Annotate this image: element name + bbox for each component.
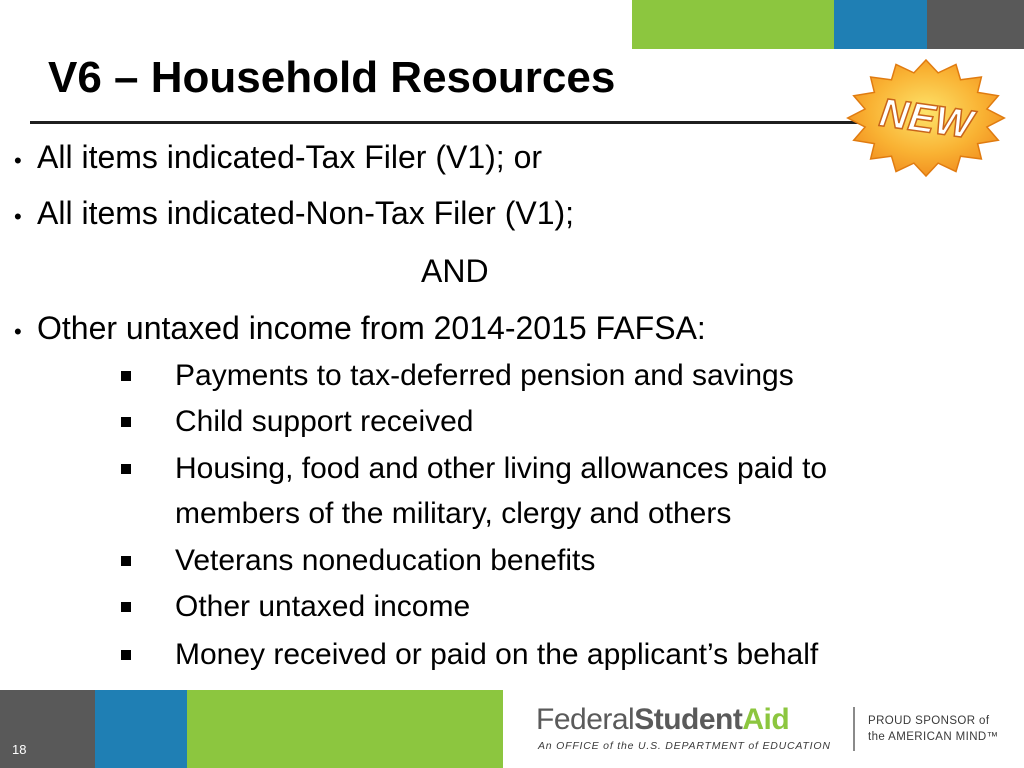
top-color-blocks bbox=[632, 0, 1024, 49]
and-connector: AND bbox=[421, 253, 489, 289]
bullet-dot: • bbox=[14, 319, 22, 344]
sub-item-other-untaxed: Other untaxed income bbox=[175, 590, 471, 623]
sub-item-pension: Payments to tax-deferred pension and savings bbox=[175, 359, 794, 392]
sub-item-money-received: Money received or paid on the applicant’s behalf bbox=[175, 638, 819, 671]
square-bullet bbox=[121, 556, 131, 566]
top-block-blue bbox=[834, 0, 927, 49]
logo-student: Student bbox=[634, 703, 743, 736]
footer-block-blue bbox=[95, 690, 187, 768]
new-badge-icon bbox=[842, 58, 1010, 178]
sponsor-text bbox=[868, 713, 999, 745]
bullet-dot: • bbox=[14, 204, 22, 229]
top-block-gray bbox=[927, 0, 1024, 49]
square-bullet bbox=[121, 602, 131, 612]
logo-federal: Federal bbox=[536, 703, 635, 736]
federal-student-aid-logo bbox=[536, 703, 789, 737]
square-bullet bbox=[121, 417, 131, 427]
square-bullet bbox=[121, 650, 131, 660]
sponsor-line-2: the AMERICAN MIND™ bbox=[868, 731, 999, 743]
sub-item-housing-line1: Housing, food and other living allowances paid to bbox=[175, 452, 828, 485]
top-block-green bbox=[632, 0, 834, 49]
square-bullet bbox=[121, 371, 131, 381]
new-badge-text: NEW bbox=[876, 90, 976, 148]
page-number: 18 bbox=[12, 742, 27, 757]
title-underline bbox=[30, 121, 875, 124]
logo-subtitle: An OFFICE of the U.S. DEPARTMENT of EDUCATION bbox=[538, 740, 831, 752]
logo-aid: Aid bbox=[742, 703, 790, 736]
sponsor-line-1: PROUD SPONSOR of bbox=[868, 715, 990, 727]
bullet-tax-filer: All items indicated-Tax Filer (V1); or bbox=[37, 139, 543, 175]
bullet-dot: • bbox=[14, 148, 22, 173]
footer-block-green bbox=[187, 690, 503, 768]
bullet-other-untaxed: Other untaxed income from 2014-2015 FAFSA: bbox=[37, 310, 706, 346]
sub-item-veterans: Veterans noneducation benefits bbox=[175, 544, 596, 577]
sub-item-child-support: Child support received bbox=[175, 405, 474, 438]
footer-divider bbox=[853, 707, 855, 751]
square-bullet bbox=[121, 464, 131, 474]
slide-title: V6 – Household Resources bbox=[48, 53, 616, 102]
sub-item-housing-line2: members of the military, clergy and others bbox=[175, 497, 732, 530]
bullet-non-tax-filer: All items indicated-Non-Tax Filer (V1); bbox=[37, 195, 575, 231]
